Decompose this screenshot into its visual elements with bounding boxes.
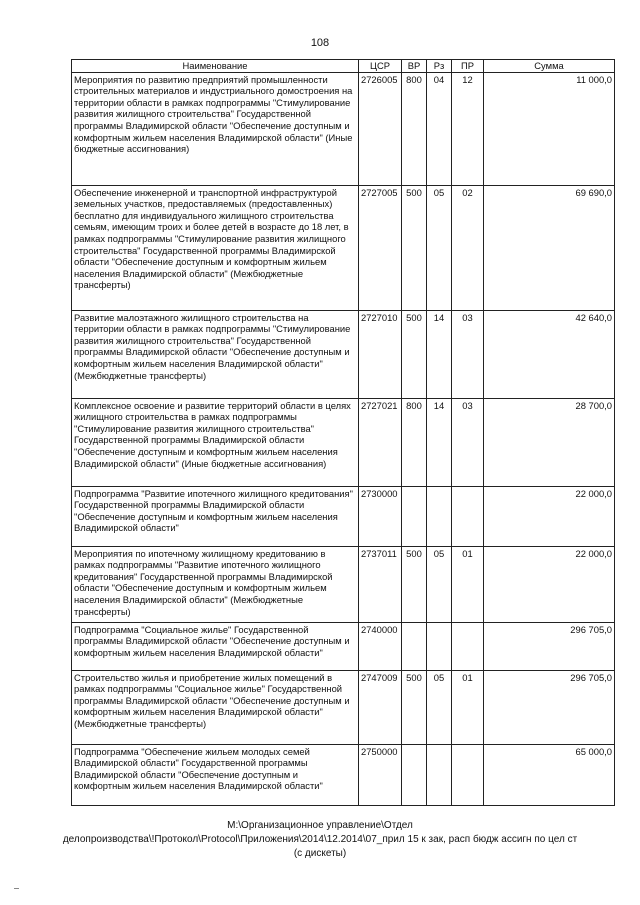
row-pr — [452, 744, 484, 805]
row-pr — [452, 486, 484, 546]
row-sum: 42 640,0 — [484, 310, 615, 398]
row-vr — [402, 744, 427, 805]
footer-file-path — [0, 819, 640, 861]
table-header-row — [72, 60, 615, 73]
budget-table — [71, 59, 615, 806]
row-name: Мероприятия по развитию предприятий промышленности строительных материалов и индустриального домостроения на территории области в рамках подпрограммы "Стимулирование развития жилищного строительства" Государственной программы Владимирской области "Обеспечение доступным и комфортным жильем населения Владимирской области" (Иные бюджетные ассигнования) — [72, 72, 359, 185]
row-pr: 03 — [452, 310, 484, 398]
row-pr: 03 — [452, 398, 484, 486]
row-rz: 14 — [427, 398, 452, 486]
row-vr — [402, 486, 427, 546]
row-vr: 800 — [402, 398, 427, 486]
row-rz: 05 — [427, 546, 452, 622]
row-sum: 296 705,0 — [484, 622, 615, 670]
row-pr: 12 — [452, 72, 484, 185]
row-sum: 11 000,0 — [484, 72, 615, 185]
header-rz: Рз — [427, 60, 452, 73]
footer-line-2: делопроизводства\!Протокол\Protocol\Приложения\2014\12.2014\07_прил 15 к зак, расп бюдж ассигн по цел ст — [62, 834, 578, 845]
row-name: Мероприятия по ипотечному жилищному кредитованию в рамках подпрограммы "Развитие ипотечного жилищного кредитования" Государственной программы Владимирской области "Обеспечение доступным и комфортным жильем населения Владимирской области" (Межбюджетные трансферты) — [72, 546, 359, 622]
row-name: Подпрограмма "Развитие ипотечного жилищного кредитования" Государственной программы Владимирской области "Обеспечение доступным и комфортным жильем населения Владимирской области" — [72, 486, 359, 546]
row-vr: 500 — [402, 185, 427, 310]
header-pr: ПР — [452, 60, 484, 73]
row-pr: 02 — [452, 185, 484, 310]
row-rz: 04 — [427, 72, 452, 185]
header-csr: ЦСР — [359, 60, 402, 73]
row-csr: 2727021 — [359, 398, 402, 486]
row-rz — [427, 744, 452, 805]
page-number: 108 — [310, 37, 330, 49]
row-sum: 296 705,0 — [484, 670, 615, 744]
header-name: Наименование — [72, 60, 359, 73]
row-pr: 01 — [452, 670, 484, 744]
row-pr: 01 — [452, 546, 484, 622]
row-rz: 05 — [427, 185, 452, 310]
row-name: Комплексное освоение и развитие территорий области в целях жилищного строительства в рамках подпрограммы "Стимулирование развития жилищного строительства" Государственной программы Владимирской области "Обеспечение доступным и комфортным жильем населения Владимирской области" (Иные бюджетные ассигнования) — [72, 398, 359, 486]
table-row — [72, 546, 615, 622]
table-row — [72, 398, 615, 486]
row-name: Подпрограмма "Обеспечение жильем молодых семей Владимирской области" Государственной программы Владимирской области "Обеспечение доступным и комфортным жильем населения Владимирской области" — [72, 744, 359, 805]
row-name: Развитие малоэтажного жилищного строительства на территории области в рамках подпрограммы "Стимулирование развития жилищного строительства" Государственной программы Владимирской области "Обеспечение доступным и комфортным жильем населения Владимирской области" (Межбюджетные трансферты) — [72, 310, 359, 398]
header-vr: ВР — [402, 60, 427, 73]
row-vr: 500 — [402, 670, 427, 744]
row-rz — [427, 622, 452, 670]
table-row — [72, 310, 615, 398]
row-name: Подпрограмма "Социальное жилье" Государственной программы Владимирской области "Обеспечение доступным и комфортным жильем населения Владимирской области" — [72, 622, 359, 670]
row-pr — [452, 622, 484, 670]
row-sum: 28 700,0 — [484, 398, 615, 486]
row-sum: 69 690,0 — [484, 185, 615, 310]
row-sum: 22 000,0 — [484, 486, 615, 546]
table-row — [72, 744, 615, 805]
row-csr: 2727005 — [359, 185, 402, 310]
row-vr: 800 — [402, 72, 427, 185]
row-sum: 22 000,0 — [484, 546, 615, 622]
scan-mark — [14, 888, 19, 889]
footer-line-1: М:\Организационное управление\Отдел — [227, 820, 413, 831]
row-csr: 2730000 — [359, 486, 402, 546]
table-row — [72, 486, 615, 546]
row-rz: 05 — [427, 670, 452, 744]
row-name: Строительство жилья и приобретение жилых помещений в рамках подпрограммы "Социальное жилье" Государственной программы Владимирской области "Обеспечение доступным и комфортным жильем населения Владимирской области" (Межбюджетные трансферты) — [72, 670, 359, 744]
row-name: Обеспечение инженерной и транспортной инфраструктурой земельных участков, предоставляемых (предоставленных) бесплатно для индивидуального жилищного строительства семьям, имеющим троих и более детей в возрасте до 18 лет, в рамках подпрограммы "Стимулирование развития жилищного строительства" Государственной программы Владимирской области "Обеспечение доступным и комфортным жильем населения Владимирской области" (Межбюджетные трансферты) — [72, 185, 359, 310]
row-csr: 2727010 — [359, 310, 402, 398]
table-row — [72, 72, 615, 185]
footer-line-3: (с дискеты) — [293, 848, 347, 859]
row-sum: 65 000,0 — [484, 744, 615, 805]
row-rz: 14 — [427, 310, 452, 398]
row-csr: 2750000 — [359, 744, 402, 805]
header-sum: Сумма — [484, 60, 615, 73]
row-csr: 2737011 — [359, 546, 402, 622]
row-vr — [402, 622, 427, 670]
row-rz — [427, 486, 452, 546]
row-vr: 500 — [402, 310, 427, 398]
row-vr: 500 — [402, 546, 427, 622]
row-csr: 2740000 — [359, 622, 402, 670]
table-row — [72, 185, 615, 310]
row-csr: 2726005 — [359, 72, 402, 185]
row-csr: 2747009 — [359, 670, 402, 744]
table-row — [72, 670, 615, 744]
table-row — [72, 622, 615, 670]
